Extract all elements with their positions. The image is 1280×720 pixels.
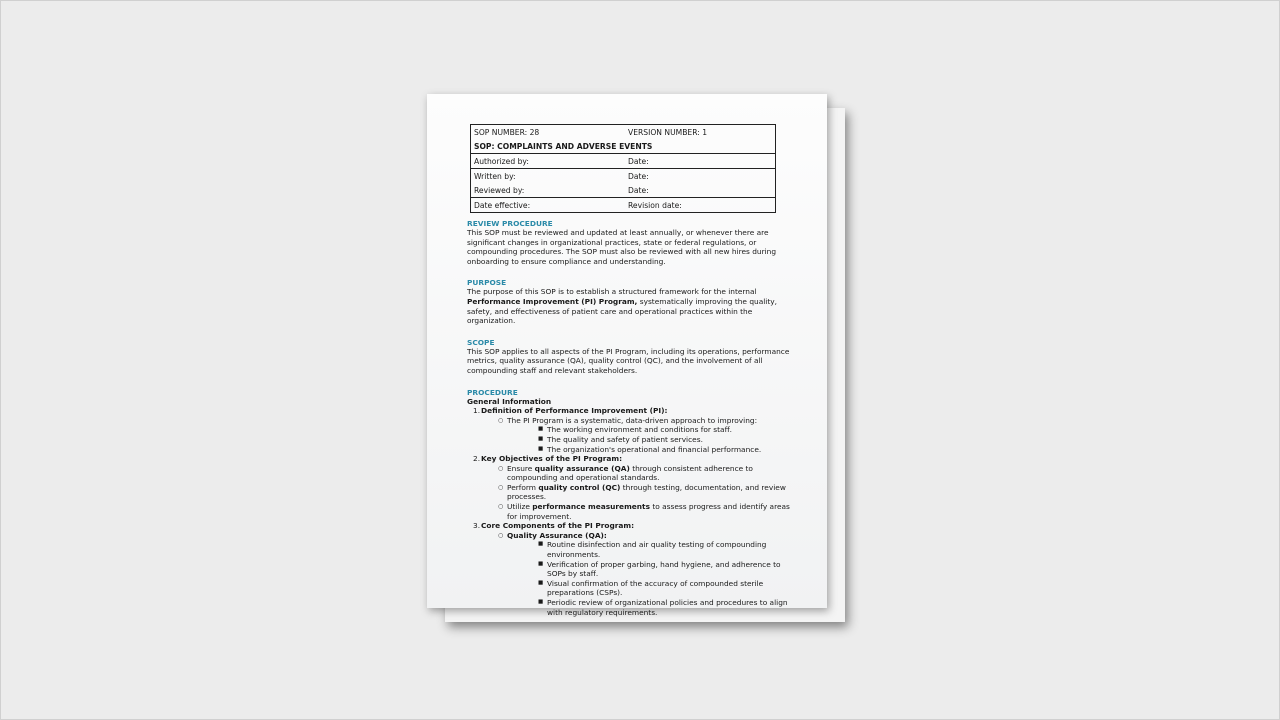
- list-item: ■ The working environment and conditions for staff.: [538, 425, 733, 435]
- purpose-section: [467, 278, 797, 325]
- procedure-section: [467, 388, 797, 618]
- written-date-label: Date:: [628, 171, 649, 181]
- sop-number: SOP NUMBER: 28: [474, 127, 540, 137]
- procedure-item-1: 1. Definition of Performance Improvement (PI): ○ The PI Program is a systematic, data-driven approach to improving: ■ The working environment and conditions for staff. ■ The quality and safety of patient services. ■ The organization's operational and financial performance.: [467, 406, 797, 454]
- page-content: [467, 124, 797, 617]
- procedure-list: [467, 406, 797, 617]
- purpose-heading: PURPOSE: [467, 278, 507, 288]
- list-item: ■ Verification of proper garbing, hand hygiene, and adherence to SOPs by staff.: [538, 559, 781, 579]
- authorized-by-label: Authorized by:: [471, 154, 626, 169]
- list-item: ○ Ensure quality assurance (QA) through consistent adherence to compounding and operational standards.: [498, 463, 753, 483]
- procedure-item-2: 2. Key Objectives of the PI Program: ○ Ensure quality assurance (QA) through consistent adherence to compounding and operational standards. ○ Perform quality control (QC) through testing, documentation, and review processes. ○ Utilize performance measurements to assess progress and identify areas for improvement.: [467, 454, 797, 521]
- list-item: ■ The organization's operational and financial performance.: [538, 444, 762, 454]
- authorized-date-label: Date:: [625, 154, 776, 169]
- scope-text: This SOP applies to all aspects of the PI Program, including its operations, performance metrics, quality assurance (QA), quality control (QC), and the involvement of all compounding staff and relevant stakeholders.: [467, 346, 790, 375]
- list-item: ■ Visual confirmation of the accuracy of compounded sterile preparations (CSPs).: [538, 578, 764, 598]
- reviewed-by-label: Reviewed by:: [471, 183, 626, 198]
- list-item: ■ Periodic review of organizational policies and procedures to align with regulatory requirements.: [538, 598, 788, 617]
- list-item: ○ Utilize performance measurements to assess progress and identify areas for improvement.: [498, 502, 790, 521]
- list-item: ■ Routine disinfection and air quality testing of compounding environments.: [538, 540, 767, 560]
- date-effective-label: Date effective:: [474, 200, 531, 210]
- sop-header-table: [470, 124, 776, 213]
- general-information-heading: General Information: [467, 396, 552, 406]
- purpose-text: The purpose of this SOP is to establish a structured framework for the internal Performance Improvement (PI) Program, systematically improving the quality, safety, and effectiveness of patient care and operational practices within the organization.: [467, 287, 777, 326]
- document-page: [427, 94, 827, 617]
- review-heading: REVIEW PROCEDURE: [467, 219, 553, 228]
- list-item: ○ Perform quality control (QC) through testing, documentation, and review processes.: [498, 482, 786, 502]
- review-text: This SOP must be reviewed and updated at least annually, or whenever there are significant changes in organizational practices, state or federal regulations, or compounding procedures. The SOP must also be reviewed with all new hires during onboarding to ensure compliance and understanding.: [467, 228, 777, 266]
- procedure-item-3: 3. Core Components of the PI Program: ○ Quality Assurance (QA): ■ Routine disinfection and air quality testing of compounding environments. ■ Verification of proper garbing, hand hygiene, and adherence to SOPs by staff. ■ Visual confirmation of the accuracy of compounded sterile preparations (CSPs). ■ Periodic review of organizational policies and procedures to align with regulatory requirements.: [467, 521, 797, 617]
- scope-heading: SCOPE: [467, 337, 495, 347]
- written-by-label: Written by:: [474, 171, 516, 181]
- reviewed-date-label: Date:: [625, 183, 776, 198]
- list-item: ○ The PI Program is a systematic, data-driven approach to improving: ■ The working environment and conditions for staff. ■ The quality and safety of patient services. ■ The organization's operational and financial performance.: [481, 416, 797, 454]
- scope-section: [467, 338, 797, 376]
- review-section: [467, 219, 797, 266]
- sop-title: SOP: COMPLAINTS AND ADVERSE EVENTS: [471, 139, 776, 154]
- version-number: VERSION NUMBER: 1: [628, 127, 708, 137]
- list-item: ○ Quality Assurance (QA): ■ Routine disinfection and air quality testing of compounding environments. ■ Verification of proper garbing, hand hygiene, and adherence to SOPs by staff. ■ Visual confirmation of the accuracy of compounded sterile preparations (CSPs). ■ Periodic review of organizational policies and procedures to align with regulatory requirements.: [481, 531, 797, 617]
- revision-date-label: Revision date:: [628, 200, 682, 210]
- procedure-heading: PROCEDURE: [467, 387, 518, 397]
- list-item: ■ The quality and safety of patient services.: [538, 434, 703, 444]
